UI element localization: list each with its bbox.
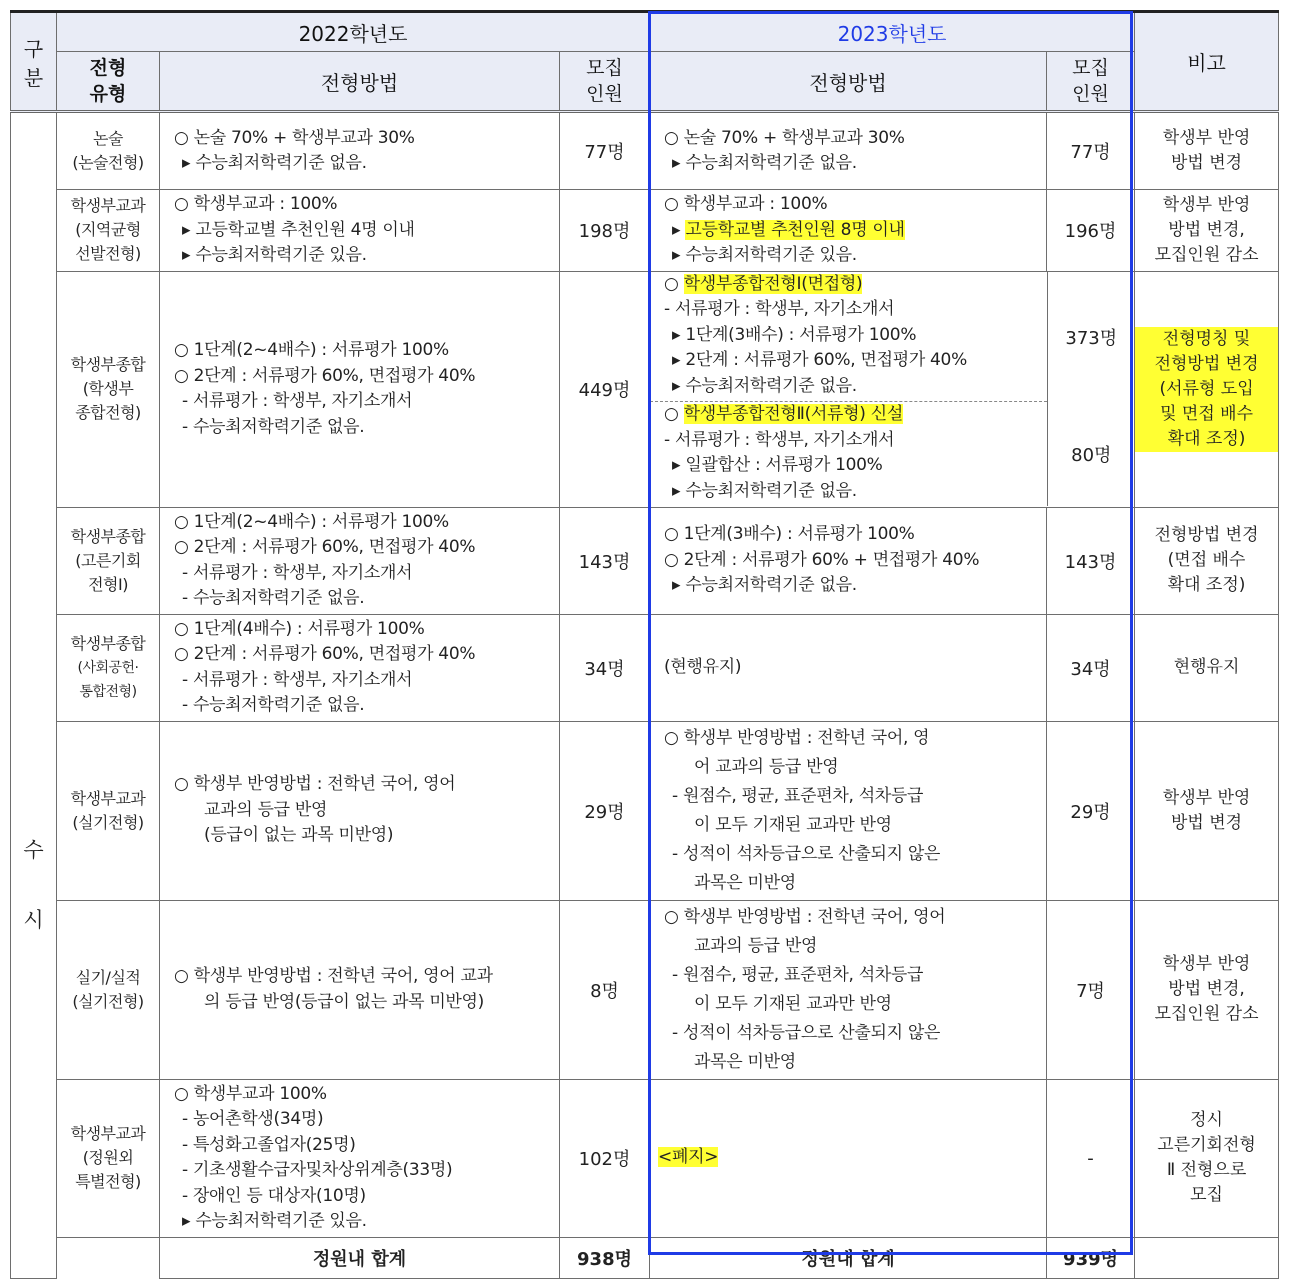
header-gubun: 구 분	[11, 12, 57, 112]
quota-2023: -	[1047, 1079, 1135, 1237]
method-2022: ○ 1단계(4배수) : 서류평가 100% ○ 2단계 : 서류평가 60%, 면접평가 40% - 서류평가 : 학생부, 자기소개서 - 수능최저학력기준 없음.	[160, 614, 560, 721]
type-cell: 학생부교과 (정원외 특별전형)	[57, 1079, 160, 1237]
method-2023: ○ 논술 70% + 학생부교과 30% ▸ 수능최저학력기준 없음.	[650, 112, 1047, 190]
table-row	[11, 112, 1279, 190]
method-2023	[650, 1079, 1047, 1237]
method-2022: ○ 학생부교과 : 100% ▸ 고등학교별 추천인원 4명 이내 ▸ 수능최저학력기준 있음.	[160, 190, 560, 272]
table-row	[11, 1079, 1279, 1237]
quota-2023: 29명	[1047, 721, 1135, 900]
total-label-2022: 정원내 합계	[160, 1237, 560, 1278]
method-2022: ○ 1단계(2~4배수) : 서류평가 100% ○ 2단계 : 서류평가 60%, 면접평가 40% - 서류평가 : 학생부, 자기소개서 - 수능최저학력기준 없음.	[160, 507, 560, 614]
method-2022: ○ 학생부 반영방법 : 전학년 국어, 영어 교과의 등급 반영 (등급이 없는 과목 미반영)	[160, 721, 560, 900]
note-cell: 학생부 반영 방법 변경, 모집인원 감소	[1135, 900, 1279, 1079]
total-quota-2022: 938명	[560, 1237, 650, 1278]
method-2023: ○ 학생부 반영방법 : 전학년 국어, 영 어 교과의 등급 반영 - 원점수, 평균, 표준편차, 석차등급 이 모두 기재된 교과만 반영 - 성적이 석차등급으로 산출되지 않은 과목은 미반영	[650, 721, 1047, 900]
header-method-2023: 전형방법	[650, 52, 1047, 112]
quota-2022: 29명	[560, 721, 650, 900]
header-quota-2023: 모집 인원	[1047, 52, 1135, 112]
header-year-2023: 2023학년도	[650, 12, 1135, 52]
quota-2022: 34명	[560, 614, 650, 721]
type-cell: 논술 (논술전형)	[57, 112, 160, 190]
quota-2023: 196명	[1047, 190, 1135, 272]
type-cell: 학생부교과 (지역균형 선발전형)	[57, 190, 160, 272]
quota-2022: 77명	[560, 112, 650, 190]
method-2023-type1: ○ 학생부종합전형Ⅰ(면접형) - 서류평가 : 학생부, 자기소개서 ▸ 1단계(3배수) : 서류평가 100% ▸ 2단계 : 서류평가 60%, 면접평가 40% ▸ 수능최저학력기준 없음.	[664, 273, 967, 396]
method-2022: ○ 학생부 반영방법 : 전학년 국어, 영어 교과 의 등급 반영(등급이 없는 과목 미반영)	[160, 900, 560, 1079]
quota-2023: 34명	[1047, 614, 1135, 721]
method-2023: (현행유지)	[650, 614, 1047, 721]
quota-2023: 143명	[1047, 507, 1135, 614]
method-2022: ○ 학생부교과 100% - 농어촌학생(34명) - 특성화고졸업자(25명) - 기초생활수급자및차상위계층(33명) - 장애인 등 대상자(10명) ▸ 수능최저학력기준 있음.	[160, 1079, 560, 1237]
method-2023-split	[650, 271, 1135, 507]
highlight-text: 학생부종합전형Ⅰ(면접형)	[683, 273, 863, 294]
table-row	[11, 190, 1279, 272]
method-2023-type2: ○ 학생부종합전형Ⅱ(서류형) 신설 - 서류평가 : 학생부, 자기소개서 ▸ 일괄합산 : 서류평가 100% ▸ 수능최저학력기준 없음.	[650, 402, 1047, 507]
abolished-label: <폐지>	[658, 1147, 719, 1168]
header-year-2022: 2022학년도	[57, 12, 650, 52]
section-label-susi: 수 시	[11, 112, 57, 1279]
note-cell: 학생부 반영 방법 변경	[1135, 112, 1279, 190]
note-cell: 정시 고른기회전형 Ⅱ 전형으로 모집	[1135, 1079, 1279, 1237]
method-2022: ○ 논술 70% + 학생부교과 30% ▸ 수능최저학력기준 없음.	[160, 112, 560, 190]
highlight-text: 고등학교별 추천인원 8명 이내	[685, 219, 905, 240]
table-row	[11, 900, 1279, 1079]
note-cell: 학생부 반영 방법 변경	[1135, 721, 1279, 900]
quota-2023-type1: 373명	[1047, 272, 1135, 402]
type-cell: 학생부교과 (실기전형)	[57, 721, 160, 900]
method-2022: ○ 1단계(2~4배수) : 서류평가 100% ○ 2단계 : 서류평가 60%, 면접평가 40% - 서류평가 : 학생부, 자기소개서 - 수능최저학력기준 없음.	[160, 271, 560, 507]
quota-2022: 143명	[560, 507, 650, 614]
type-cell: 학생부종합 (사회공헌· 통합전형)	[57, 614, 160, 721]
note-cell: 전형방법 변경 (면접 배수 확대 조정)	[1135, 507, 1279, 614]
header-quota-2022: 모집 인원	[560, 52, 650, 112]
header-note: 비고	[1135, 12, 1279, 112]
quota-2023: 7명	[1047, 900, 1135, 1079]
table-row	[11, 721, 1279, 900]
type-cell: 학생부종합 (학생부 종합전형)	[57, 271, 160, 507]
quota-2023: 77명	[1047, 112, 1135, 190]
header-method-2022: 전형방법	[160, 52, 560, 112]
note-cell: 현행유지	[1135, 614, 1279, 721]
table-row	[11, 507, 1279, 614]
table-row	[11, 614, 1279, 721]
highlight-text: 학생부종합전형Ⅱ(서류형) 신설	[683, 404, 903, 424]
total-label-2023: 정원내 합계	[650, 1237, 1047, 1278]
method-2023: ○ 학생부 반영방법 : 전학년 국어, 영어 교과의 등급 반영 - 원점수, 평균, 표준편차, 석차등급 이 모두 기재된 교과만 반영 - 성적이 석차등급으로 산출되지 않은 과목은 미반영	[650, 900, 1047, 1079]
quota-2022: 8명	[560, 900, 650, 1079]
quota-2022: 198명	[560, 190, 650, 272]
method-2023: ○ 학생부교과 : 100% ▸ 고등학교별 추천인원 8명 이내 ▸ 수능최저학력기준 있음.	[650, 190, 1047, 272]
admission-comparison-table	[10, 10, 1279, 1279]
type-cell: 학생부종합 (고른기회 전형Ⅰ)	[57, 507, 160, 614]
quota-2023-type2: 80명	[1047, 402, 1135, 507]
quota-2022: 449명	[560, 271, 650, 507]
note-cell: 전형명칭 및 전형방법 변경 (서류형 도입 및 면접 배수 확대 조정)	[1135, 271, 1279, 507]
type-cell: 실기/실적 (실기전형)	[57, 900, 160, 1079]
method-2023: ○ 1단계(3배수) : 서류평가 100% ○ 2단계 : 서류평가 60% + 면접평가 40% ▸ 수능최저학력기준 없음.	[650, 507, 1047, 614]
table-row	[11, 271, 1279, 507]
header-type-2022: 전형 유형	[57, 52, 160, 112]
total-quota-2023: 939명	[1047, 1237, 1135, 1278]
note-cell: 학생부 반영 방법 변경, 모집인원 감소	[1135, 190, 1279, 272]
quota-2022: 102명	[560, 1079, 650, 1237]
